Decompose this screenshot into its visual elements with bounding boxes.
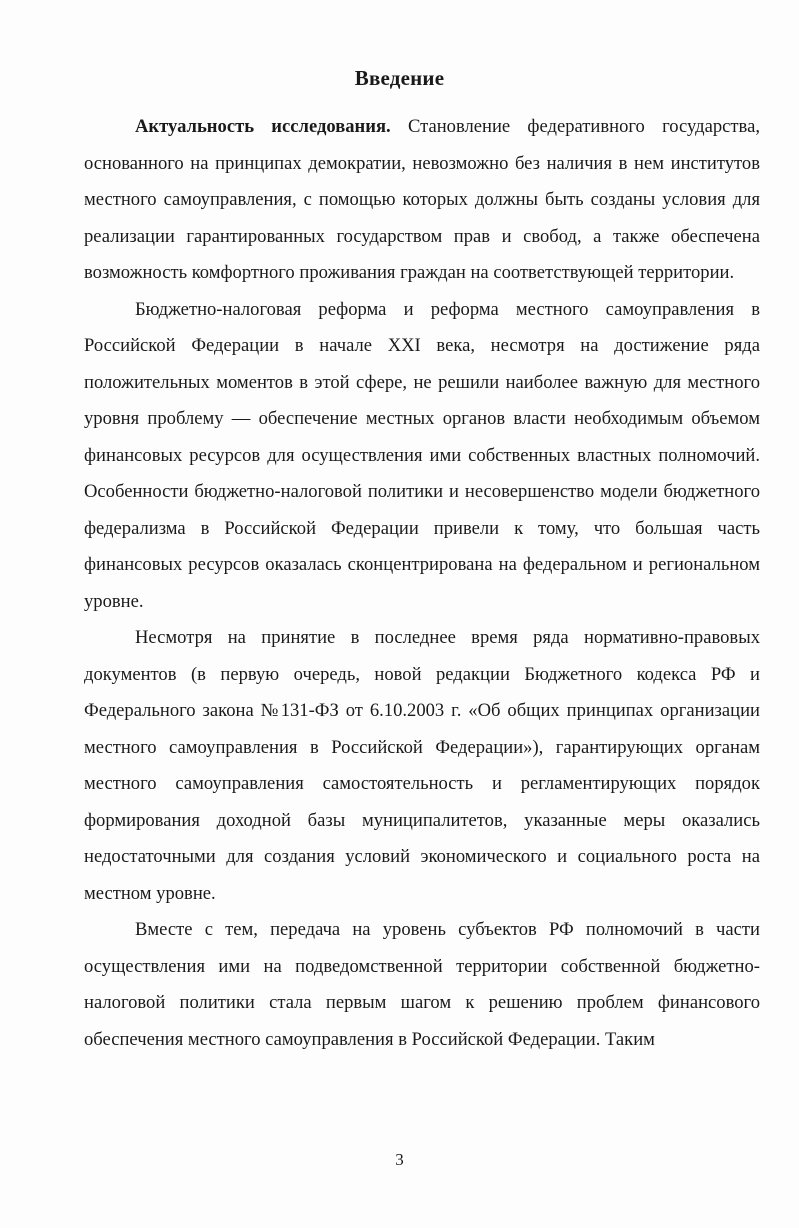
- paragraph-transfer: Вместе с тем, передача на уровень субъектов РФ полномочий в части осуществления ими на подведомственной территории собственной бюджетно-налоговой политики стала первым шагом к решению проблем финансового обеспечения местного самоуправления в Российской Федерации. Таким: [84, 919, 760, 1050]
- paragraph-relevance: [84, 109, 760, 292]
- paragraph-legislation: Несмотря на принятие в последнее время ряда нормативно-правовых документов (в первую очередь, новой редакции Бюджетного кодекса РФ и Федерального закона №131-ФЗ от 6.10.2003 г. «Об общих принципах организации местного самоуправления в Российской Федерации»), гарантирующих органам местного самоуправления самостоятельность и регламентирующих порядок формирования доходной базы муниципалитетов, указанные меры оказались недостаточными для создания условий экономического и социального роста на местном уровне.: [84, 627, 760, 904]
- section-heading: Введение: [354, 66, 445, 90]
- paragraph-reform: Бюджетно-налоговая реформа и реформа местного самоуправления в Российской Федерации в начале XXI века, несмотря на достижение ряда положительных моментов в этой сфере, не решили наиболее важную для местного уровня проблему — обеспечение местных органов власти необходимым объемом финансовых ресурсов для осуществления ими собственных властных полномочий. Особенности бюджетно-налоговой политики и несовершенство модели бюджетного федерализма в Российской Федерации привели к тому, что большая часть финансовых ресурсов оказалась сконцентрирована на федеральном и региональном уровне.: [84, 298, 760, 612]
- page-number: 3: [395, 1150, 404, 1169]
- paragraph-lead: Актуальность исследования.: [135, 116, 391, 137]
- body-text: [84, 109, 760, 1058]
- paragraph-text: Становление федеративного государства, основанного на принципах демократии, невозможно без наличия в нем институтов местного самоуправления, с помощью которых должны быть созданы условия для реализации гарантированных государством прав и свобод, а также обеспечена возможность комфортного проживания граждан на соответствующей территории.: [84, 116, 760, 283]
